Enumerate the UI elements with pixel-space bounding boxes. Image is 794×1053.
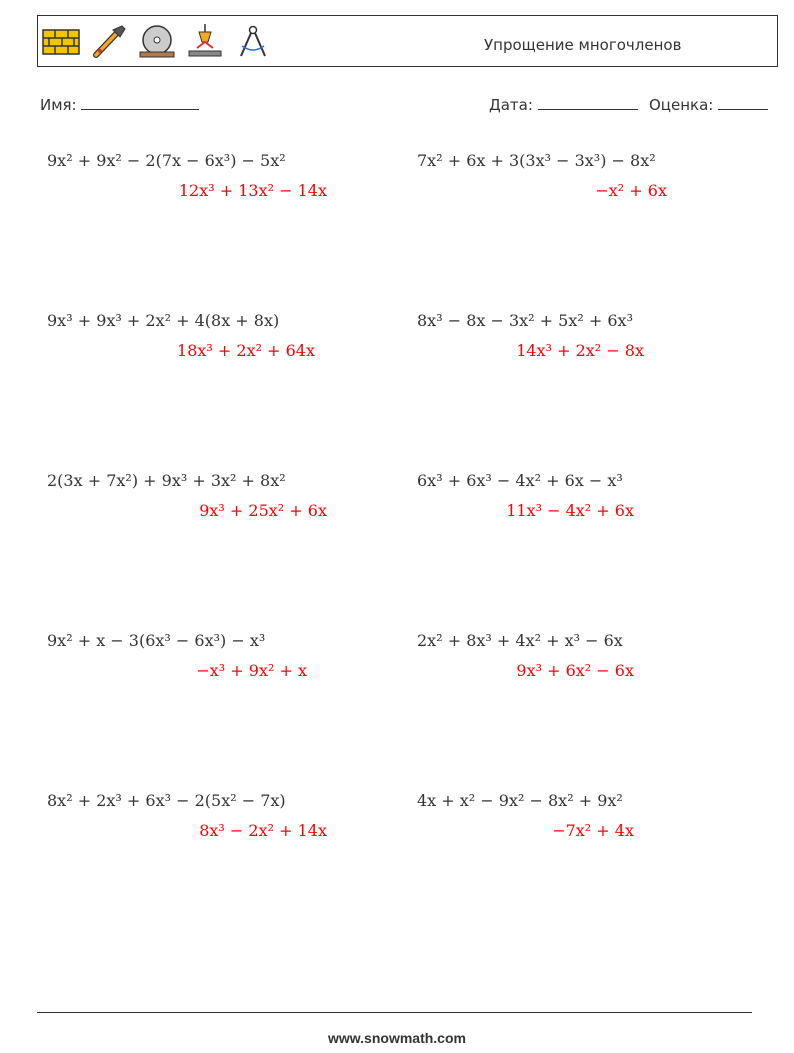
date-field [489,95,638,114]
date-label: Дата: [489,96,533,114]
date-blank [538,95,638,110]
grade-blank [718,95,768,110]
problem-answer: 18x³ + 2x² + 64x [177,341,315,360]
problem-expression: 2x² + 8x³ + 4x² + x³ − 6x [417,631,623,650]
problem-expression: 8x² + 2x³ + 6x³ − 2(5x² − 7x) [47,791,286,810]
problem-answer: −x² + 6x [595,181,667,200]
problem-expression: 9x² + x − 3(6x³ − 6x³) − x³ [47,631,266,650]
footer-url[interactable]: www.snowmath.com [328,1030,466,1046]
problem-expression: 7x² + 6x + 3(3x³ − 3x³) − 8x² [417,151,656,170]
problem-2 [417,151,757,200]
problem-expression: 4x + x² − 9x² − 8x² + 9x² [417,791,623,810]
problem-6 [417,471,757,520]
problem-3 [47,311,387,360]
brick-wall-icon [42,22,80,60]
problem-10 [417,791,757,840]
saw-blade-icon [138,22,176,60]
problem-answer: 9x³ + 25x² + 6x [199,501,327,520]
problem-answer: −x³ + 9x² + x [196,661,307,680]
grade-field [649,95,768,114]
footer-divider [37,1012,752,1013]
problem-answer: −7x² + 4x [552,821,634,840]
problem-8 [417,631,757,680]
worksheet-title: Упрощение многочленов [484,36,682,54]
problem-answer: 12x³ + 13x² − 14x [178,181,327,200]
wrench-icon [90,22,128,60]
problem-answer: 14x³ + 2x² − 8x [516,341,644,360]
name-blank [81,95,199,110]
problem-expression: 2(3x + 7x²) + 9x³ + 3x² + 8x² [47,471,286,490]
grade-label: Оценка: [649,96,714,114]
name-field [40,95,199,114]
problem-1 [47,151,387,200]
problem-expression: 9x² + 9x² − 2(7x − 6x³) − 5x² [47,151,286,170]
problem-expression: 6x³ + 6x³ − 4x² + 6x − x³ [417,471,623,490]
problem-9 [47,791,387,840]
header-icons [42,22,272,60]
problem-answer: 11x³ − 4x² + 6x [506,501,634,520]
problem-expression: 8x³ − 8x − 3x² + 5x² + 6x³ [417,311,633,330]
problem-answer: 8x³ − 2x² + 14x [199,821,327,840]
problem-4 [417,311,757,360]
problem-expression: 9x³ + 9x³ + 2x² + 4(8x + 8x) [47,311,280,330]
problem-answer: 9x³ + 6x² − 6x [516,661,634,680]
problem-5 [47,471,387,520]
problem-7 [47,631,387,680]
name-label: Имя: [40,96,77,114]
compass-icon [234,22,272,60]
crane-hook-icon [186,22,224,60]
worksheet-header [37,15,778,67]
